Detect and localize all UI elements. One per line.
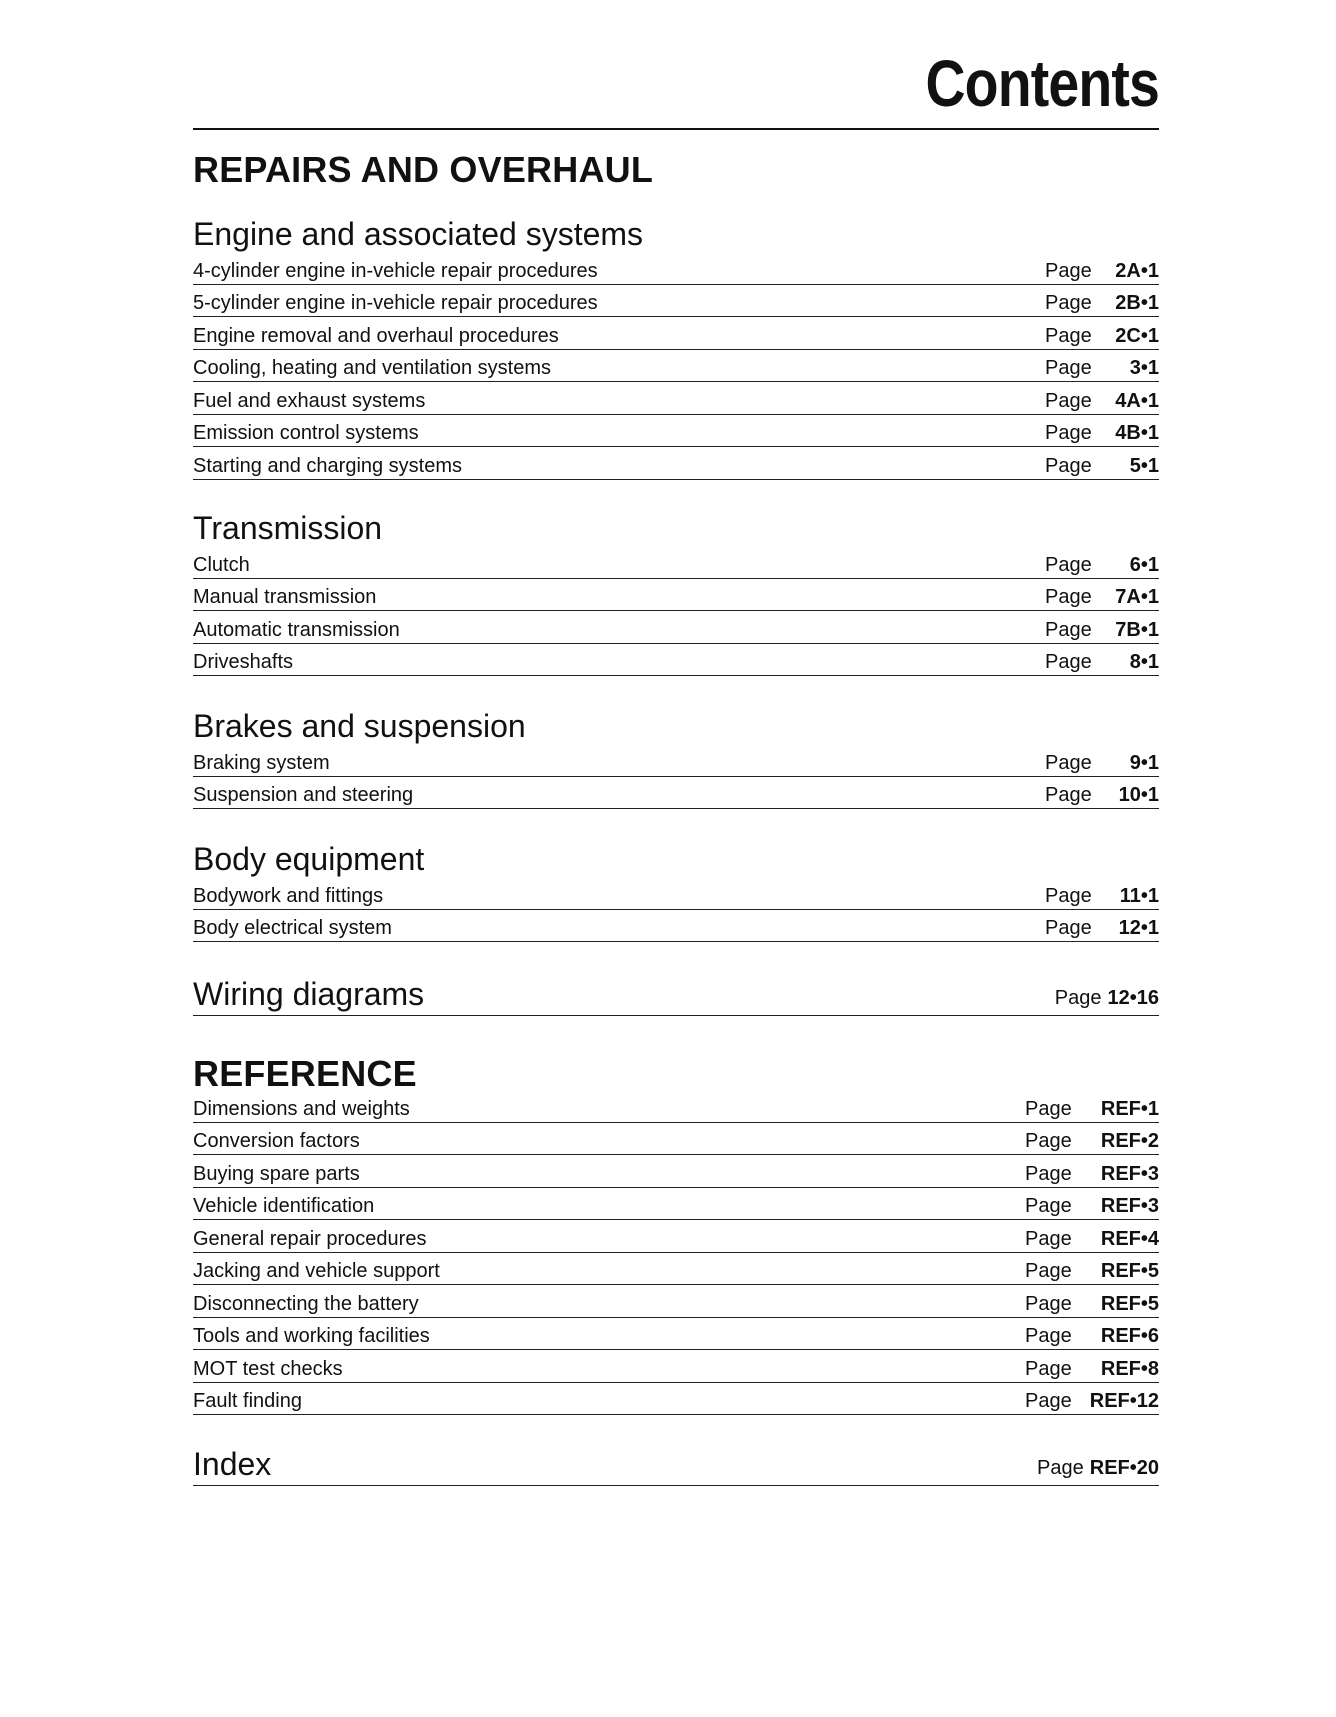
page-word: Page — [1045, 784, 1092, 806]
page-reference: REF•6 — [1100, 1325, 1159, 1347]
page-reference: 4B•1 — [1115, 422, 1159, 444]
entry-list-transmission — [193, 546, 1159, 676]
entry-label: Automatic transmission — [193, 618, 400, 641]
toc-entry[interactable] — [193, 611, 1159, 644]
page-word: Page — [1045, 751, 1092, 774]
page-reference: 8•1 — [1129, 651, 1159, 673]
toc-entry[interactable] — [193, 1188, 1159, 1221]
entry-label: 5-cylinder engine in-vehicle repair procedures — [193, 292, 598, 314]
page-word: Page — [1025, 1195, 1072, 1217]
page-word: Page — [1045, 917, 1092, 939]
page-word: Page — [1045, 454, 1092, 477]
entry-label: Disconnecting the battery — [193, 1292, 419, 1315]
page-reference: REF•8 — [1100, 1357, 1159, 1380]
toc-entry[interactable] — [193, 1220, 1159, 1253]
page-title: Contents — [925, 46, 1159, 120]
page-word: Page — [1025, 1162, 1072, 1185]
toc-entry[interactable] — [193, 1285, 1159, 1318]
page-reference: 2B•1 — [1115, 292, 1159, 314]
page-word: Page — [1045, 553, 1092, 576]
page-word: Page — [1045, 259, 1092, 282]
entry-label: Buying spare parts — [193, 1162, 360, 1185]
entry-list-brakes — [193, 744, 1159, 809]
page-reference: 6•1 — [1129, 553, 1159, 576]
entry-label: Bodywork and fittings — [193, 884, 384, 907]
entry-label: Starting and charging systems — [193, 454, 463, 477]
toc-entry[interactable] — [193, 1383, 1159, 1416]
toc-entry[interactable] — [193, 252, 1159, 285]
toc-entry[interactable] — [193, 1350, 1159, 1383]
toc-entry[interactable] — [193, 579, 1159, 612]
page-word: Page — [1037, 1457, 1084, 1479]
page-word: Page — [1045, 422, 1092, 444]
entry-label: Driveshafts — [193, 651, 294, 673]
toc-entry[interactable] — [193, 1090, 1159, 1123]
toc-entry[interactable] — [193, 415, 1159, 448]
page-reference: REF•4 — [1100, 1227, 1159, 1250]
page-reference: REF•20 — [1089, 1457, 1159, 1479]
page-reference: 10•1 — [1118, 784, 1159, 806]
page-word: Page — [1045, 884, 1092, 907]
entry-label: Fuel and exhaust systems — [193, 389, 426, 412]
entry-label: Conversion factors — [193, 1130, 360, 1152]
page-reference: 4A•1 — [1115, 389, 1159, 412]
entry-list-reference — [193, 1090, 1159, 1415]
entry-label: Cooling, heating and ventilation systems — [193, 357, 551, 379]
entry-label: Manual transmission — [193, 586, 377, 608]
entry-label: Braking system — [193, 751, 330, 774]
part-heading-reference: REFERENCE — [193, 1053, 417, 1094]
toc-entry[interactable] — [193, 644, 1159, 677]
entry-label: Suspension and steering — [193, 784, 414, 806]
page-word: Page — [1025, 1130, 1072, 1152]
page-reference: 9•1 — [1129, 751, 1159, 774]
page-reference: 5•1 — [1129, 454, 1159, 477]
section-heading-brakes: Brakes and suspension — [193, 708, 526, 744]
page-reference: REF•2 — [1100, 1130, 1159, 1152]
entry-label: MOT test checks — [193, 1357, 343, 1380]
page-reference: REF•3 — [1100, 1195, 1159, 1217]
entry-label: Fault finding — [193, 1390, 302, 1412]
page-reference: 2C•1 — [1115, 324, 1159, 347]
toc-entry[interactable] — [193, 1155, 1159, 1188]
toc-entry[interactable] — [193, 382, 1159, 415]
page-reference: 11•1 — [1119, 884, 1159, 907]
page-reference: 7A•1 — [1115, 586, 1159, 608]
page-word: Page — [1045, 389, 1092, 412]
toc-entry[interactable] — [193, 777, 1159, 810]
entry-label: Tools and working facilities — [193, 1325, 430, 1347]
title-divider — [193, 128, 1159, 130]
page-word: Page — [1045, 618, 1092, 641]
toc-entry[interactable] — [193, 1253, 1159, 1286]
page-word: Page — [1054, 987, 1102, 1009]
page-word: Page — [1025, 1325, 1072, 1347]
toc-entry[interactable] — [193, 546, 1159, 579]
entry-list-body — [193, 877, 1159, 942]
page-reference: 12•1 — [1118, 917, 1159, 939]
section-heading-wiring: Wiring diagrams — [193, 976, 425, 1012]
page-word: Page — [1025, 1292, 1072, 1315]
page-word: Page — [1045, 324, 1092, 347]
toc-entry[interactable] — [193, 1318, 1159, 1351]
page-reference: 7B•1 — [1115, 618, 1159, 641]
toc-entry[interactable] — [193, 1123, 1159, 1156]
page-word: Page — [1045, 357, 1092, 379]
toc-entry[interactable] — [193, 877, 1159, 910]
entry-label: Jacking and vehicle support — [193, 1260, 440, 1282]
toc-entry-index[interactable] — [193, 1436, 1159, 1486]
part-heading-repairs: REPAIRS AND OVERHAUL — [193, 149, 654, 190]
section-heading-transmission: Transmission — [193, 510, 383, 546]
toc-entry[interactable] — [193, 350, 1159, 383]
entry-label: Dimensions and weights — [193, 1097, 410, 1120]
section-heading-body: Body equipment — [193, 841, 425, 877]
toc-entry[interactable] — [193, 447, 1159, 480]
page-word: Page — [1025, 1227, 1072, 1250]
page-word: Page — [1025, 1357, 1072, 1380]
toc-entry[interactable] — [193, 317, 1159, 350]
section-heading-engine: Engine and associated systems — [193, 216, 644, 252]
entry-label: Vehicle identification — [193, 1195, 375, 1217]
page-word: Page — [1045, 292, 1092, 314]
page-word: Page — [1025, 1260, 1072, 1282]
section-heading-index: Index — [193, 1446, 272, 1482]
entry-label: Engine removal and overhaul procedures — [193, 324, 559, 347]
page-reference: 3•1 — [1129, 357, 1159, 379]
entry-label: General repair procedures — [193, 1227, 427, 1250]
page-word: Page — [1025, 1097, 1072, 1120]
entry-label: Clutch — [193, 553, 250, 576]
entry-label: 4-cylinder engine in-vehicle repair procedures — [193, 259, 598, 282]
toc-entry[interactable] — [193, 744, 1159, 777]
page-reference: REF•12 — [1089, 1390, 1159, 1412]
page-reference: 2A•1 — [1115, 259, 1159, 282]
page-word: Page — [1045, 651, 1092, 673]
entry-label: Body electrical system — [193, 917, 392, 939]
page-reference: REF•3 — [1100, 1162, 1159, 1185]
toc-entry[interactable] — [193, 910, 1159, 943]
entry-list-engine — [193, 252, 1159, 480]
page-word: Page — [1025, 1390, 1072, 1412]
page-word: Page — [1045, 586, 1092, 608]
toc-entry[interactable] — [193, 285, 1159, 318]
toc-entry-wiring[interactable] — [193, 970, 1159, 1016]
page-reference: REF•5 — [1100, 1292, 1159, 1315]
page-reference: 12•16 — [1107, 987, 1159, 1009]
page-reference: REF•5 — [1100, 1260, 1159, 1282]
page-reference: REF•1 — [1100, 1097, 1159, 1120]
entry-label: Emission control systems — [193, 422, 419, 444]
